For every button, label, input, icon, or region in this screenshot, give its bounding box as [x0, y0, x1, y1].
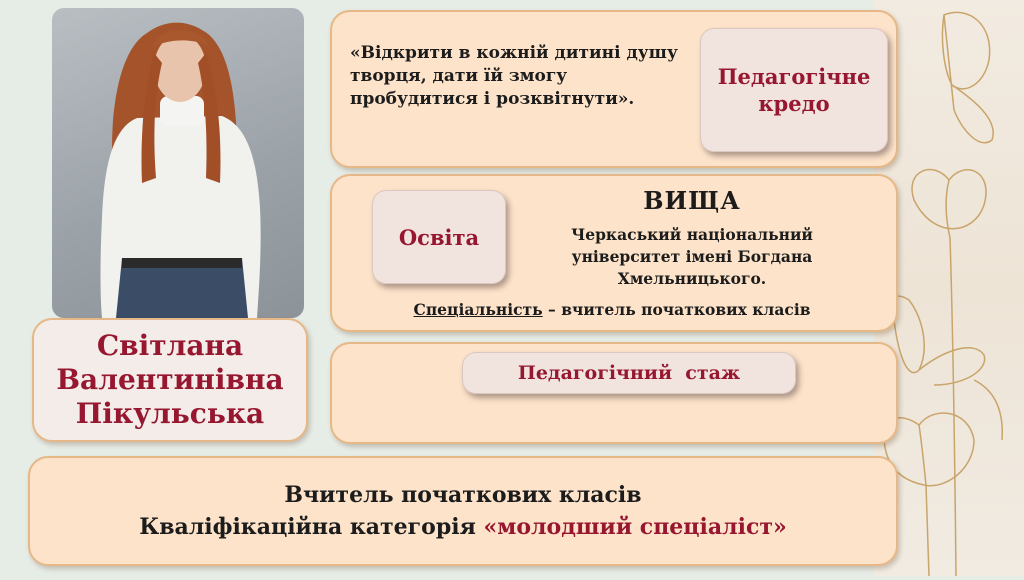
experience-card	[330, 342, 898, 444]
category-value: «молодший спеціаліст»	[483, 514, 787, 540]
teacher-first-name: Світлана	[96, 329, 244, 362]
position-title: Вчитель початкових класів	[284, 482, 642, 508]
credo-card	[330, 10, 898, 168]
qualification-category	[139, 511, 787, 543]
education-institution: Черкаський національний університет імені Богдана Хмельницького.	[571, 225, 813, 288]
education-label: Освіта	[398, 224, 480, 250]
experience-button[interactable]	[462, 352, 796, 394]
education-specialty	[352, 300, 872, 319]
teacher-patronymic: Валентинівна	[56, 363, 284, 396]
portrait-illustration	[52, 8, 304, 318]
credo-quote: «Відкрити в кожній дитині душу творця, дати їй змогу пробудитися і розквітнути».	[350, 43, 678, 109]
specialty-value: – вчитель початкових класів	[542, 300, 811, 319]
credo-label: Педагогічне кредо	[717, 64, 871, 116]
name-card	[32, 318, 308, 442]
education-card	[330, 174, 898, 332]
teacher-photo	[52, 8, 304, 318]
teacher-last-name: Пікульська	[75, 397, 265, 430]
specialty-label: Спеціальність	[413, 300, 543, 319]
experience-label: Педагогічний стаж	[517, 362, 741, 384]
education-button[interactable]	[372, 190, 506, 284]
credo-button[interactable]	[700, 28, 888, 152]
position-card	[28, 456, 898, 566]
education-level: ВИЩА	[643, 186, 741, 215]
category-label: Кваліфікаційна категорія	[139, 514, 484, 540]
